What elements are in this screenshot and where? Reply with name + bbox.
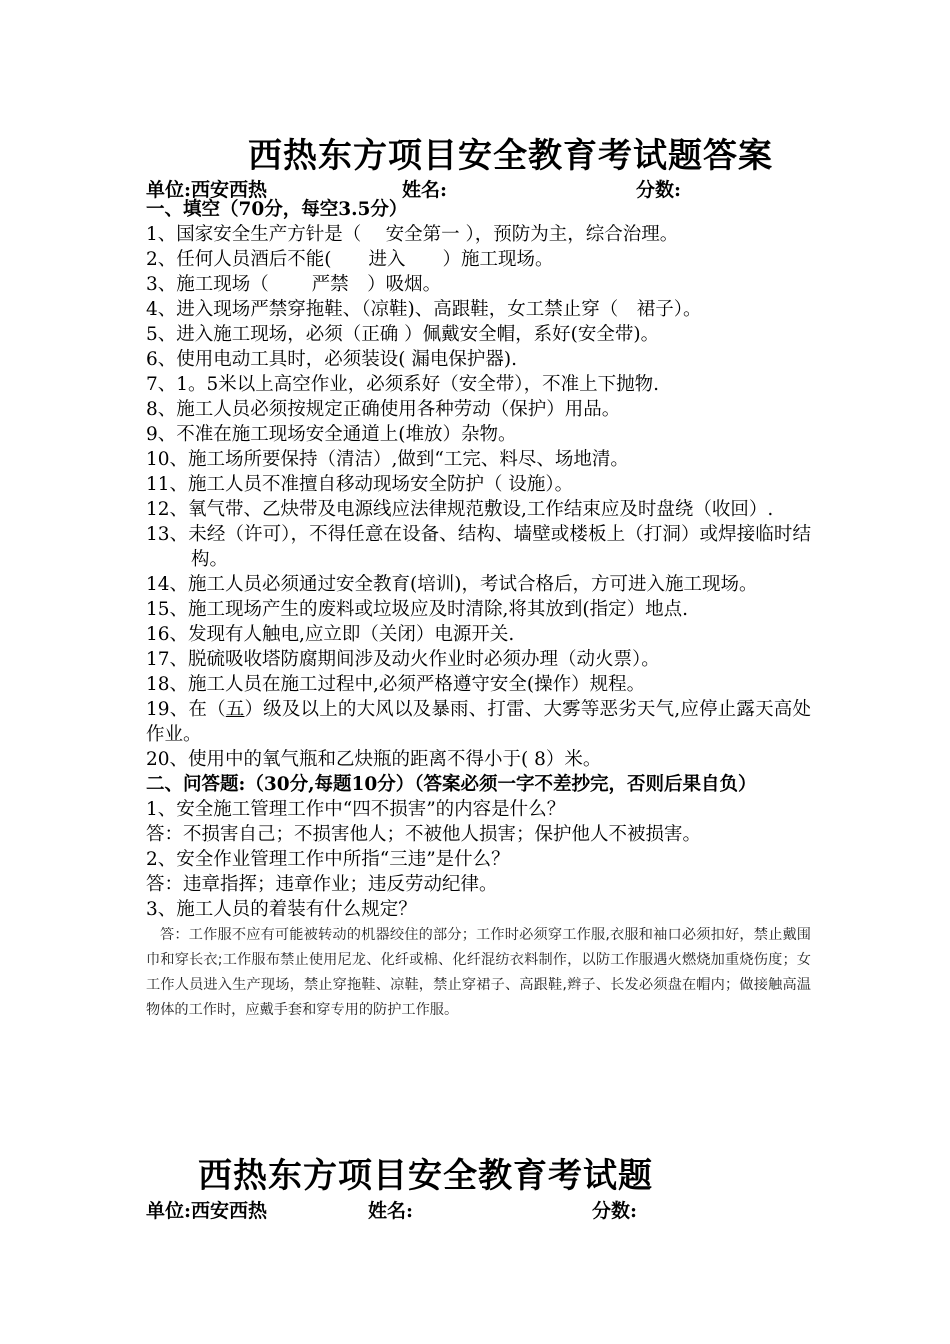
section1-title: 一、填空（70分，每空3.5分） (146, 199, 408, 220)
fill-question-4: 4、进入现场严禁穿拖鞋、（凉鞋)、高跟鞋，女工禁止穿（ 裙子）。 (146, 299, 702, 320)
exam-unit-label: 单位:西安西热 (146, 1200, 268, 1222)
section2-title: 二、问答题:（30分,每题10分）（答案必须一字不差抄完，否则后果自负） (146, 774, 757, 795)
fill-question-14: 14、施工人员必须通过安全教育(培训)，考试合格后，方可进入施工现场。 (146, 574, 758, 595)
answer-sheet-title: 西热东方项目安全教育考试题答案 (248, 136, 773, 176)
fill-question-9: 9、不准在施工现场安全通道上(堆放）杂物。 (146, 424, 517, 445)
fill-question-19 (146, 697, 811, 747)
fill-question-5: 5、进入施工现场，必须（正确 ）佩戴安全帽，系好(安全带)。 (146, 324, 660, 345)
fill-question-20: 20、使用中的氧气瓶和乙炔瓶的距离不得小于( 8）米。 (146, 749, 602, 770)
fill-question-2: 2、任何人员酒后不能( 进入 ）施工现场。 (146, 249, 554, 270)
fill-question-19-answer: 五 (225, 699, 245, 720)
exam-score-label: 分数: (592, 1200, 638, 1222)
qa-answer-3: 答：工作服不应有可能被转动的机器绞住的部分；工作时必须穿工作服,衣服和袖口必须扣好，禁止戴围巾和穿长衣;工作服布禁止使用尼龙、化纤或棉、化纤混纺衣料制作，以防工作服遇火燃烧加重烧伤度；女工作人员进入生产现场，禁止穿拖鞋、凉鞋，禁止穿裙子、高跟鞋,辫子、长发必须盘在帽内；做接触高温物体的工作时，应戴手套和穿专用的防护工作服。 (146, 927, 811, 1018)
qa-question-3: 3、施工人员的着装有什么规定？ (146, 899, 417, 920)
exam-sheet-title: 西热东方项目安全教育考试题 (198, 1156, 653, 1196)
fill-question-3: 3、施工现场（ 严禁 ）吸烟。 (146, 274, 442, 295)
fill-question-15: 15、施工现场产生的废料或垃圾应及时清除,将其放到(指定）地点. (146, 599, 689, 620)
fill-question-6: 6、使用电动工具时，必须装设( 漏电保护器). (146, 349, 517, 370)
fill-question-8: 8、施工人员必须按规定正确使用各种劳动（保护）用品。 (146, 399, 621, 420)
fill-question-17: 17、脱硫吸收塔防腐期间涉及动火作业时必须办理（动火票）。 (146, 649, 660, 670)
qa-answer-1: 答：不损害自己；不损害他人；不被他人损害；保护他人不被损害。 (146, 824, 702, 845)
answer-name-label: 姓名: (402, 179, 448, 201)
qa-question-1: 1、安全施工管理工作中“四不损害”的内容是什么？ (146, 799, 566, 820)
fill-question-19-prefix: 19、在（ (146, 699, 226, 720)
fill-question-19-suffix: ）级及以上的大风以及暴雨、打雷、大雾等恶劣天气,应停止露天高处作业。 (146, 699, 811, 745)
fill-question-18: 18、施工人员在施工过程中,必须严格遵守安全(操作）规程。 (146, 674, 646, 695)
fill-question-12: 12、氧气带、乙炔带及电源线应法律规范敷设,工作结束应及时盘绕（收回）. (146, 499, 774, 520)
fill-question-16: 16、发现有人触电,应立即（关闭）电源开关. (146, 624, 515, 645)
qa-answer-2: 答：违章指挥；违章作业；违反劳动纪律。 (146, 874, 498, 895)
exam-name-label: 姓名: (368, 1200, 414, 1222)
answer-unit-label: 单位:西安西热 (146, 179, 268, 201)
fill-question-11: 11、施工人员不准擅自移动现场安全防护（ 设施）。 (146, 474, 574, 495)
fill-question-13: 13、未经（许可），不得任意在设备、结构、墙壁或楼板上（打洞）或焊接临时结构。 (146, 524, 811, 570)
fill-question-1: 1、国家安全生产方针是（ 安全第一 ），预防为主，综合治理。 (146, 224, 679, 245)
answer-content (146, 197, 811, 1023)
fill-question-7: 7、1。5米以上高空作业，必须系好（安全带），不准上下抛物. (146, 374, 659, 395)
qa-question-2: 2、安全作业管理工作中所指“三违”是什么？ (146, 849, 510, 870)
answer-score-label: 分数: (636, 179, 682, 201)
fill-question-10: 10、施工场所要保持（清洁）,做到“工完、料尽、场地清。 (146, 449, 629, 470)
